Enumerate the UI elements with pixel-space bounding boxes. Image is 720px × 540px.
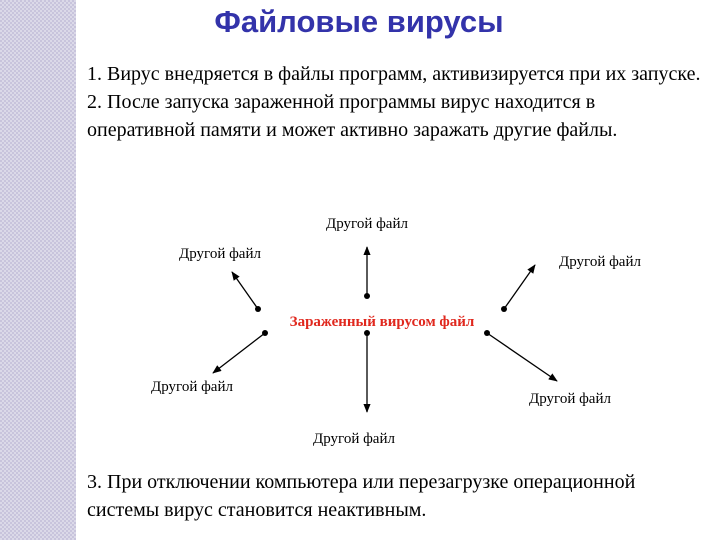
node-bottom: Другой файл	[313, 431, 395, 447]
point-1: 1. Вирус внедряется в файлы программ, активизируется при их запуске.	[87, 63, 701, 85]
center-label: Зараженный вирусом файл	[289, 314, 475, 330]
dot-bottom-right	[484, 330, 490, 336]
point-2: 2. После запуска зараженной программы вирус находится в оперативной памяти и может активно заражать другие файлы.	[87, 91, 618, 141]
point-3: 3. При отключении компьютера или перезагрузке операционной системы вирус становится неактивным.	[87, 471, 636, 521]
slide-title: Файловые вирусы	[214, 4, 504, 39]
node-top-right: Другой файл	[559, 254, 641, 270]
node-top: Другой файл	[326, 216, 408, 232]
node-top-left: Другой файл	[179, 246, 261, 262]
arrow-bottom-right	[487, 333, 557, 381]
arrow-bottom-left	[213, 333, 265, 373]
dot-bottom	[364, 330, 370, 336]
dot-top-left	[255, 306, 261, 312]
dot-bottom-left	[262, 330, 268, 336]
arrow-top-left	[232, 272, 258, 309]
arrow-top-right	[504, 265, 535, 309]
dot-top-right	[501, 306, 507, 312]
dot-top	[364, 293, 370, 299]
node-bottom-left: Другой файл	[151, 379, 233, 395]
node-bottom-right: Другой файл	[529, 391, 611, 407]
conclusion-block	[87, 468, 707, 524]
